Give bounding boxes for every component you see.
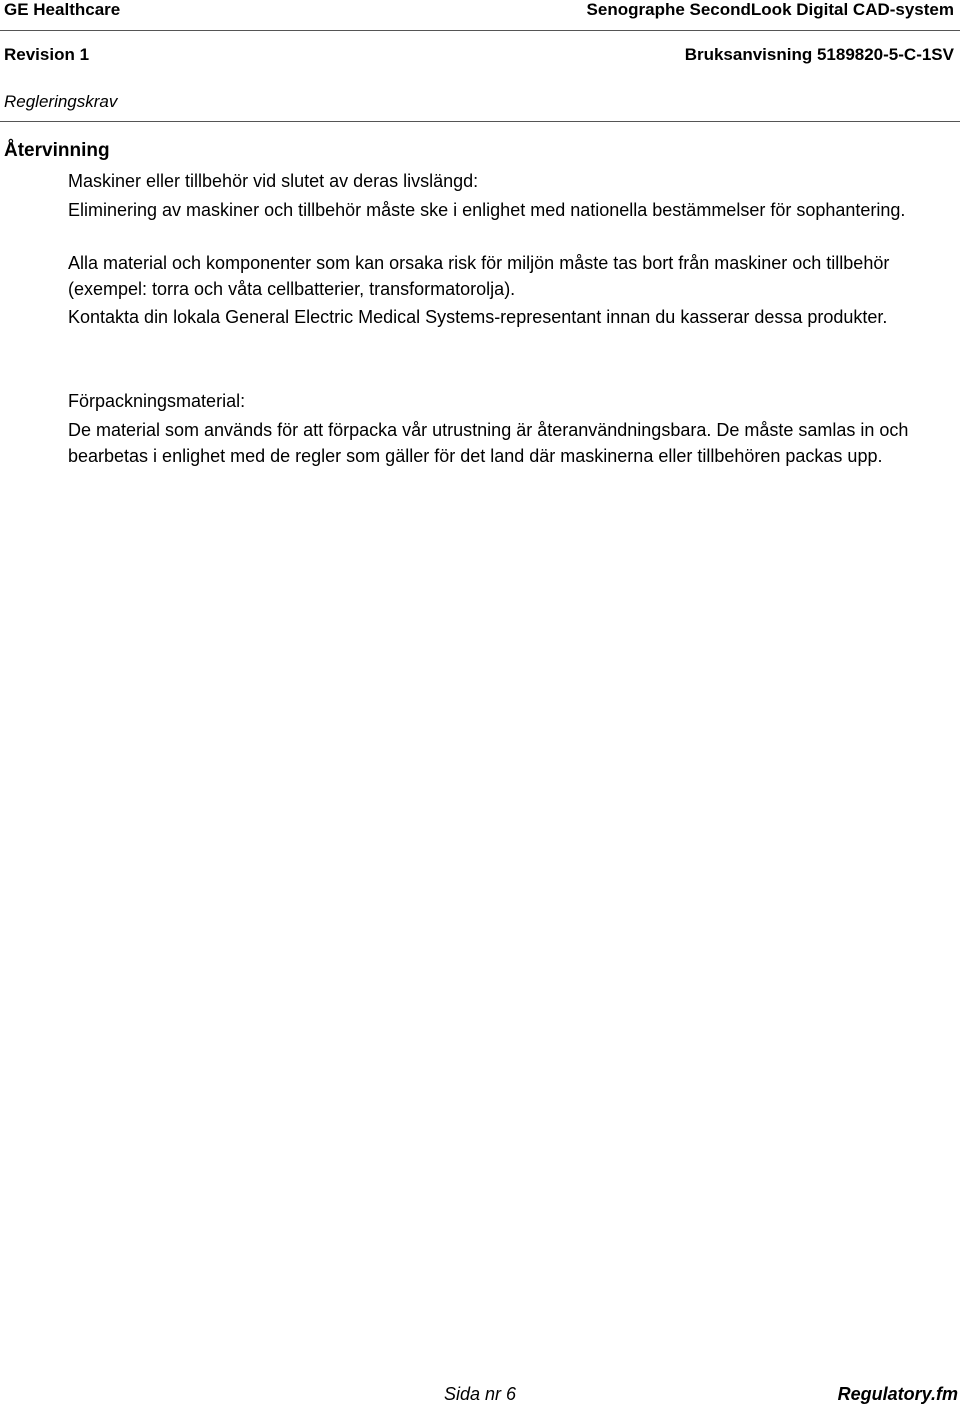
paragraph-packaging-text: De material som används för att förpacka vår utrustning är återanvändningsbara. De måste samlas in och bearbetas i enlighet med de regler som gäller för det land där maskinerna eller tillbehören packas upp. [68,420,909,466]
paragraph-contact-text: Kontakta din lokala General Electric Medical Systems-representant innan du kasserar dessa produkter. [68,307,888,327]
footer-filename: Regulatory.fm [837,1384,958,1404]
paragraph-hazardous-materials [68,250,948,302]
header-product: Senographe SecondLook Digital CAD-system [586,0,954,19]
section-heading: Återvinning [4,140,110,161]
intro-paragraph: Maskiner eller tillbehör vid slutet av deras livslängd: [68,171,479,191]
section-label: Regleringskrav [4,92,118,111]
paragraph-contact [68,304,948,330]
packaging-label-text: Förpackningsmaterial: [68,391,246,411]
header-company: GE Healthcare [4,0,121,19]
header-divider [0,30,960,31]
footer-page-number: Sida nr 6 [444,1384,517,1404]
paragraph-packaging [68,417,948,469]
paragraph-disposal [68,197,948,223]
paragraph-hazardous-materials-text: Alla material och komponenter som kan orsaka risk för miljön måste tas bort från maskiner och tillbehör (exempel: torra och våta cellbatterier, transformatorolja). [68,253,890,299]
section-divider [0,121,960,122]
intro-text [68,168,948,194]
header-revision: Revision 1 [4,45,90,64]
packaging-label [68,388,948,414]
header-manual-number: Bruksanvisning 5189820-5-C-1SV [684,45,954,64]
paragraph-disposal-text: Eliminering av maskiner och tillbehör måste ske i enlighet med nationella bestämmelser för sophantering. [68,200,906,220]
